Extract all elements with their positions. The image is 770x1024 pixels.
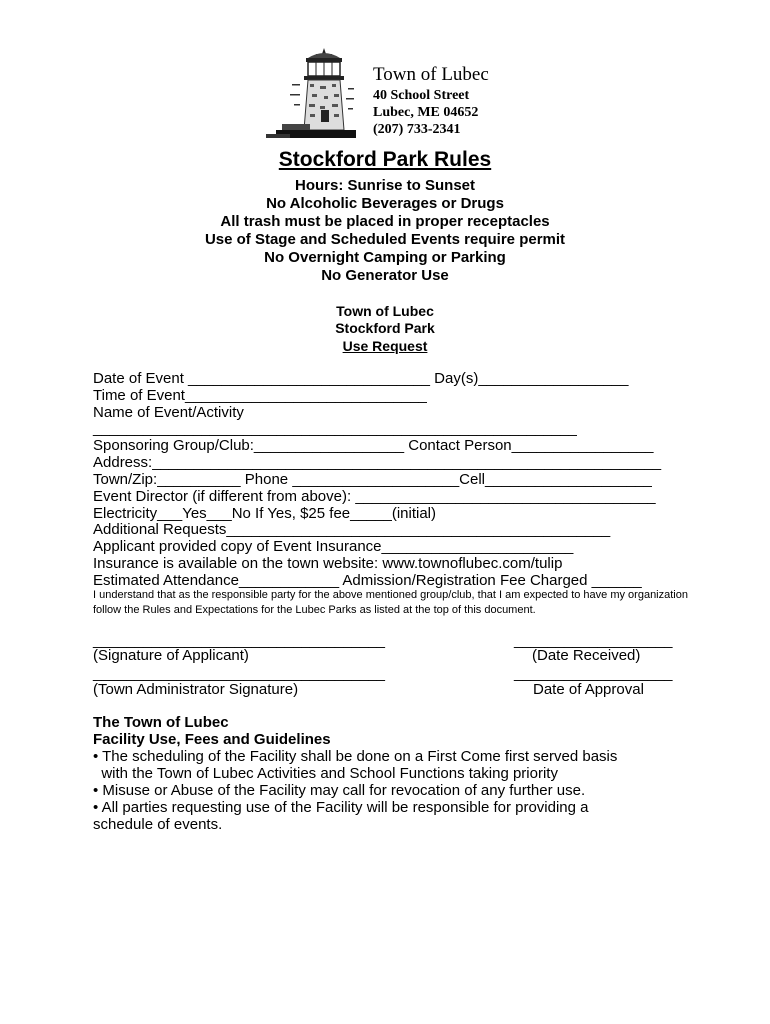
date-received-line[interactable]: ___________________ (514, 632, 673, 649)
guideline-item: • All parties requesting use of the Facility will be responsible for providing a (93, 799, 589, 816)
subheading-use-request: Use Request (342, 338, 428, 354)
field-event-insurance[interactable]: Applicant provided copy of Event Insurance_______________________ (93, 538, 574, 555)
rule-camping: No Overnight Camping or Parking (264, 249, 506, 266)
field-time-of-event[interactable]: Time of Event_____________________________ (93, 387, 427, 404)
field-name-of-event: Name of Event/Activity (93, 404, 244, 421)
rule-generator: No Generator Use (321, 267, 449, 284)
rule-stage: Use of Stage and Scheduled Events require permit (204, 231, 566, 248)
field-event-director[interactable]: Event Director (if different from above): ____________________________________ (93, 488, 656, 505)
field-additional-requests[interactable]: Additional Requests______________________________________________ (93, 521, 611, 538)
date-received-label: (Date Received) (532, 647, 641, 664)
town-name: Town of Lubec (373, 64, 489, 85)
insurance-info-text: Insurance is available on the town website: www.townoflubec.com/tulip (93, 555, 563, 572)
subheading-town: Town of Lubec (336, 303, 434, 319)
field-name-of-event-line[interactable]: __________________________________________________________ (93, 420, 577, 437)
field-electricity[interactable]: Electricity___Yes___No If Yes, $25 fee_____(initial) (93, 505, 437, 522)
date-approval-line[interactable]: ___________________ (514, 665, 673, 682)
field-town-zip[interactable]: Town/Zip:__________ Phone ____________________Cell____________________ (93, 471, 652, 488)
administrator-signature-line[interactable]: ___________________________________ (93, 665, 385, 682)
responsibility-statement: I understand that as the responsible party for the above mentioned group/club, that I am expected to have my organization follow the Rules and Expectations for the Lubec Parks as listed at the top of this document. (93, 589, 688, 616)
guideline-item: with the Town of Lubec Activities and School Functions taking priority (93, 765, 558, 782)
date-approval-label: Date of Approval (533, 681, 644, 698)
lighthouse-logo (262, 44, 372, 140)
page-title: Stockford Park Rules (278, 148, 492, 171)
guideline-item: schedule of events. (93, 816, 223, 833)
rule-alcohol: No Alcoholic Beverages or Drugs (266, 195, 504, 212)
guidelines-heading-facility: Facility Use, Fees and Guidelines (93, 731, 331, 748)
applicant-signature-label: (Signature of Applicant) (93, 647, 249, 664)
guidelines-heading-town: The Town of Lubec (93, 714, 229, 731)
field-date-of-event[interactable]: Date of Event _____________________________ Day(s)__________________ (93, 370, 629, 387)
field-address[interactable]: Address:_____________________________________________________________ (93, 454, 662, 471)
street-address: 40 School Street (373, 88, 470, 103)
phone-number: (207) 733-2341 (373, 122, 461, 137)
guideline-item: • Misuse or Abuse of the Facility may call for revocation of any further use. (93, 782, 586, 799)
rule-trash: All trash must be placed in proper receptacles (220, 213, 550, 230)
field-sponsoring-group[interactable]: Sponsoring Group/Club:__________________ Contact Person_________________ (93, 437, 654, 454)
administrator-signature-label: (Town Administrator Signature) (93, 681, 299, 698)
city-address: Lubec, ME 04652 (373, 105, 479, 120)
rule-hours: Hours: Sunrise to Sunset (294, 177, 476, 194)
subheading-park: Stockford Park (335, 320, 435, 336)
guideline-item: • The scheduling of the Facility shall be done on a First Come first served basis (93, 748, 618, 765)
field-estimated-attendance[interactable]: Estimated Attendance____________ Admission/Registration Fee Charged ______ (93, 572, 642, 589)
applicant-signature-line[interactable]: ___________________________________ (93, 632, 385, 649)
